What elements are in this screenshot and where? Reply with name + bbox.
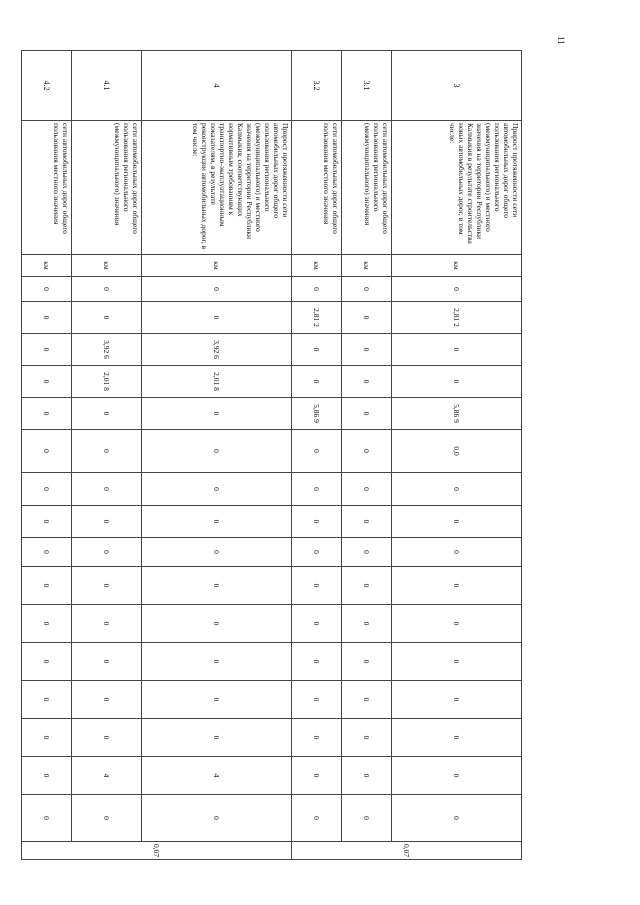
value-cell: 0 [342,398,392,430]
row-number-cell: 4.2 [22,51,72,121]
value-cell: 5,86 9 [392,398,522,430]
value-cell: 0 [342,430,392,473]
value-cell: 0 [72,538,142,567]
value-cell: 0 [342,681,392,719]
value-cell: 0 [22,334,72,366]
value-cell: 0 [72,719,142,757]
value-cell: 0 [342,506,392,538]
value-cell: 0 [22,430,72,473]
value-cell: 0 [292,366,342,398]
value-cell: 0 [142,398,292,430]
value-cell: 2,81 2 [392,302,522,334]
value-cell: 0 [142,719,292,757]
value-cell: 0 [22,719,72,757]
value-cell: 0 [22,643,72,681]
row-number-cell: 4 [142,51,292,121]
value-cell: 0 [292,719,342,757]
value-cell: 0 [72,430,142,473]
value-cell: 0 [22,795,72,842]
value-cell: 0 [72,643,142,681]
table-row [22,51,72,860]
unit-cell: км [72,255,142,277]
indicator-name-cell: сети автомобильных дорог общего пользования регионального (межмуниципального) значения [72,121,142,255]
value-cell: 0 [342,302,392,334]
row-number-cell: 4.1 [72,51,142,121]
unit-cell: км [392,255,522,277]
value-cell: 0 [72,398,142,430]
value-cell: 0 [22,567,72,605]
value-cell: 0 [142,302,292,334]
table-row [72,51,142,860]
value-cell: 0 [142,795,292,842]
table-row [342,51,392,860]
value-cell: 0 [392,334,522,366]
table-body [22,51,522,860]
value-cell: 0 [342,277,392,302]
indicator-name-cell: сети автомобильных дорог общего пользования местного значения [292,121,342,255]
value-cell: 0 [342,366,392,398]
row-number-cell: 3.1 [342,51,392,121]
row-number-cell: 3.2 [292,51,342,121]
value-cell: 0 [292,795,342,842]
value-cell: 0 [292,605,342,643]
value-cell: 0 [142,506,292,538]
value-cell: 0 [392,538,522,567]
value-cell: 0 [342,473,392,506]
value-cell: 0 [292,643,342,681]
value-cell: 0 [22,302,72,334]
value-cell: 0 [342,538,392,567]
value-cell: 0 [22,506,72,538]
value-cell: 0 [72,473,142,506]
value-cell: 2,81 2 [292,302,342,334]
indicator-name-cell: Прирост протяженности сети автомобильных дорог общего пользования регионального (межмуниципального) и местного значения на территории Республики Калмыкия в результате строительства новых автомобильных дорог, в том числе: [392,121,522,255]
row-number-cell: 3 [392,51,522,121]
table-row [142,51,292,860]
value-cell: 0 [22,277,72,302]
value-cell: 0 [72,277,142,302]
value-cell: 0 [292,567,342,605]
value-cell: 0 [392,277,522,302]
value-cell: 0 [392,643,522,681]
table-row [292,51,342,860]
value-cell: 0 [392,366,522,398]
value-cell: 0 [292,430,342,473]
value-cell: 0 [142,605,292,643]
value-cell: 0 [142,277,292,302]
value-cell: 4 [142,757,292,795]
value-cell: 0 [22,605,72,643]
value-cell: 0 [292,473,342,506]
indicator-name-cell: Прирост протяженности сети автомобильных дорог общего пользования регионального (межмуниципального) и местного значения на территории Республики Калмыкия, соответствующих нормативным требованиям к транспортно-эксплуатационным показателям, в результате реконструкции автомобильных дорог, в том числе: [142,121,292,255]
indicators-table [21,50,522,860]
value-cell: 0 [22,757,72,795]
value-cell: 0 [292,506,342,538]
value-cell: 0,0 [392,430,522,473]
value-cell: 3,92 6 [72,334,142,366]
value-cell: 0 [72,302,142,334]
page-number: 11 [556,36,566,45]
total-cell: 0,07 [292,842,522,860]
value-cell: 5,86 9 [292,398,342,430]
value-cell: 0 [72,605,142,643]
value-cell: 0 [392,681,522,719]
value-cell: 2,01 8 [72,366,142,398]
value-cell: 0 [392,795,522,842]
unit-cell: км [22,255,72,277]
value-cell: 0 [392,506,522,538]
value-cell: 0 [22,366,72,398]
value-cell: 0 [72,795,142,842]
indicator-name-cell: сети автомобильных дорог общего пользования местного значения [22,121,72,255]
rotated-table-wrapper [42,50,522,860]
rotated-table-area [42,50,522,860]
value-cell: 0 [342,719,392,757]
value-cell: 0 [22,473,72,506]
value-cell: 0 [142,473,292,506]
value-cell: 0 [292,334,342,366]
value-cell: 0 [22,538,72,567]
value-cell: 0 [392,605,522,643]
value-cell: 0 [342,334,392,366]
unit-cell: км [342,255,392,277]
value-cell: 0 [392,473,522,506]
value-cell: 2,01 8 [142,366,292,398]
value-cell: 0 [292,277,342,302]
value-cell: 0 [142,538,292,567]
indicator-name-cell: сети автомобильных дорог общего пользования регионального (межмуниципального) значения [342,121,392,255]
total-cell: 0,07 [22,842,292,860]
value-cell: 0 [72,506,142,538]
value-cell: 3,92 6 [142,334,292,366]
value-cell: 0 [342,643,392,681]
value-cell: 0 [22,398,72,430]
unit-cell: км [142,255,292,277]
value-cell: 0 [292,538,342,567]
value-cell: 0 [292,681,342,719]
value-cell: 0 [142,567,292,605]
value-cell: 0 [392,567,522,605]
value-cell: 0 [342,567,392,605]
value-cell: 0 [292,757,342,795]
value-cell: 0 [342,757,392,795]
value-cell: 0 [342,605,392,643]
value-cell: 0 [392,757,522,795]
value-cell: 0 [142,643,292,681]
value-cell: 0 [22,681,72,719]
value-cell: 0 [342,795,392,842]
table-row [392,51,522,860]
value-cell: 4 [72,757,142,795]
unit-cell: км [292,255,342,277]
value-cell: 0 [142,430,292,473]
value-cell: 0 [142,681,292,719]
value-cell: 0 [72,681,142,719]
value-cell: 0 [72,567,142,605]
value-cell: 0 [392,719,522,757]
